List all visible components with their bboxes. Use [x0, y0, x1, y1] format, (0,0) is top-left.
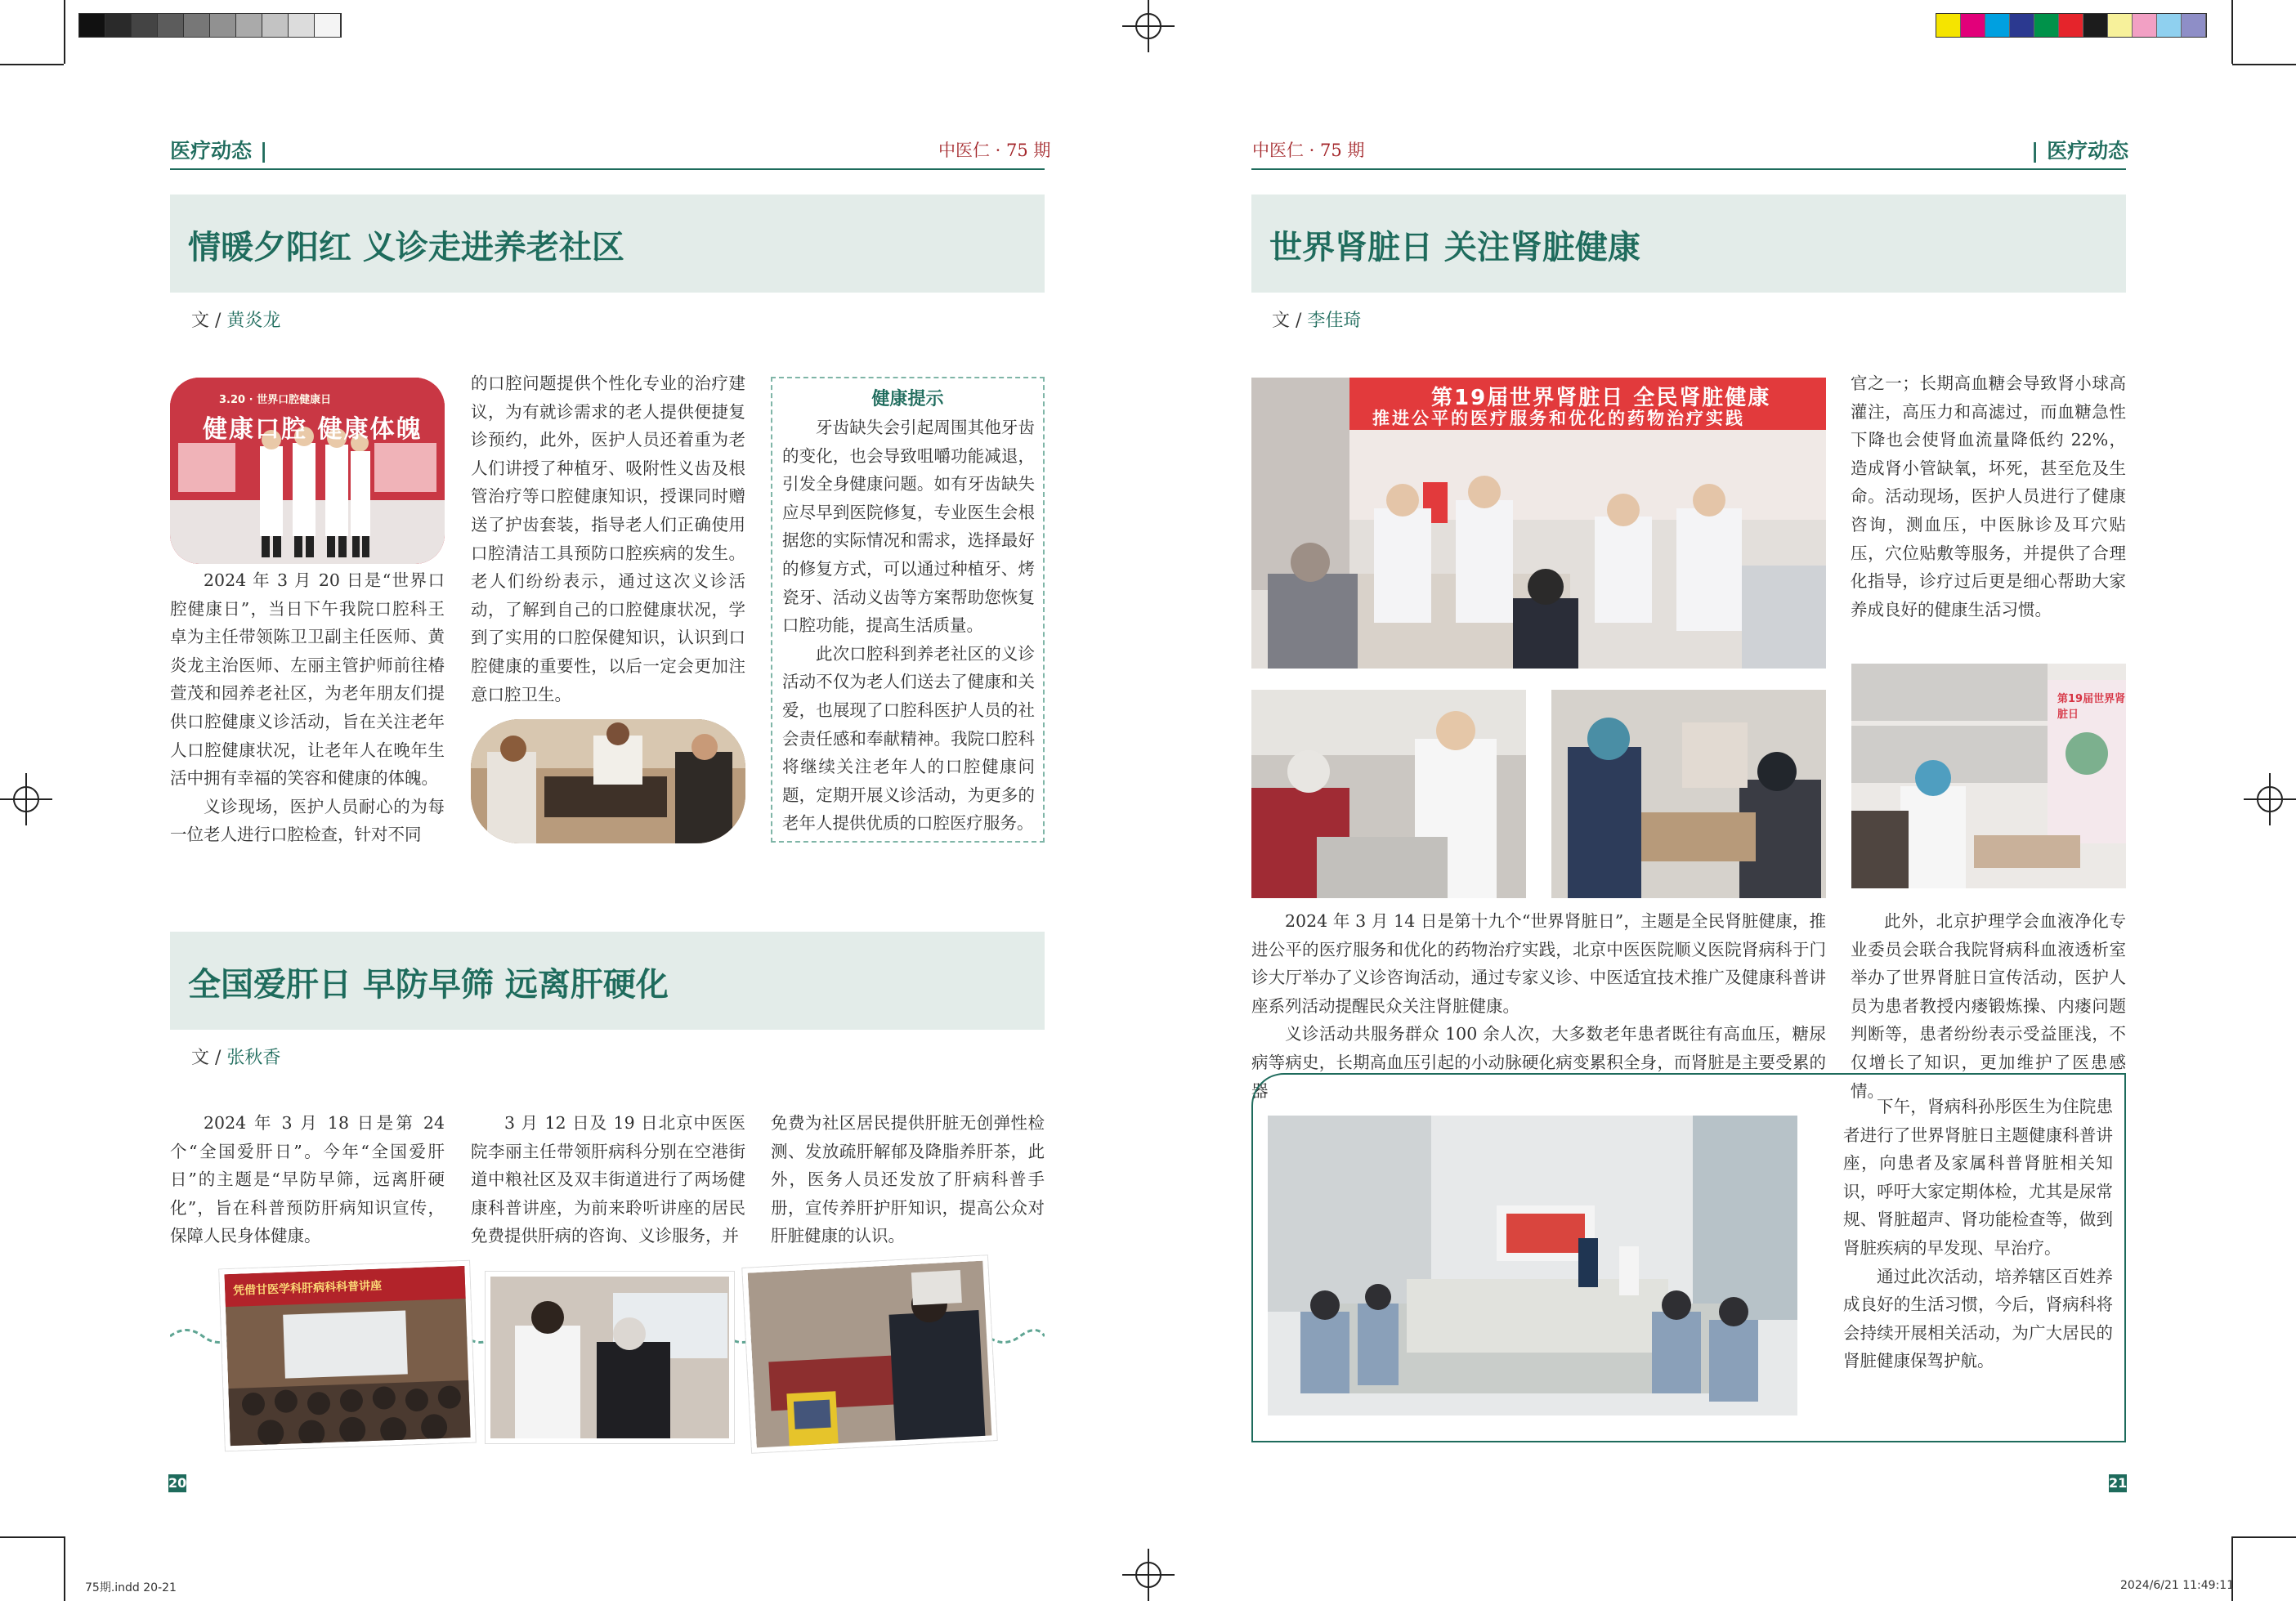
photo-consultation — [1551, 690, 1826, 898]
banner-small-text: 3.20 · 世界口腔健康日 — [219, 394, 332, 406]
header-rule-right — [1251, 168, 2126, 170]
photo-dental-team — [170, 378, 445, 564]
color-swatch — [2157, 14, 2182, 37]
side-banner-text: 第19届世界肾脏日 — [2057, 693, 2126, 721]
article-title-band — [170, 932, 1045, 1030]
banner-line2: 推进公平的医疗服务和优化的药物治疗实践 — [1372, 409, 1745, 428]
gray-step-bar — [78, 13, 342, 38]
health-tips-title: 健康提示 — [871, 388, 944, 409]
lecture-box — [1251, 1073, 2126, 1442]
gray-swatch — [184, 14, 210, 37]
color-swatch — [1985, 14, 2010, 37]
section-label-right: | 医疗动态 — [2031, 139, 2129, 163]
color-swatch — [2182, 14, 2206, 37]
photo-banner-text: 凭借甘医学科肝病科科普讲座 — [232, 1279, 383, 1298]
right-top-col: 官之一；长期高血糖会导致肾小球高灌注，高压力和高滤过，而血糖急性下降也会使肾血流量降低约 22%，造成肾小管缺氧，坏死，甚至危及生命。活动现场，医护人员进行了健康咨询，测血压，中医脉诊及耳穴贴压，穴位贴敷等服务，并提供了合理化指导，诊疗过后更是细心帮助大家养成良好的健康生活习惯。 — [1851, 373, 2126, 619]
article-title-band — [1251, 195, 2126, 293]
gray-swatch — [315, 14, 341, 37]
article2-col2: 3 月 12 日及 19 日北京中医医院李丽主任带领肝病科分别在空港街道中粮社区及双丰街道进行了两场健康科普讲座，为前来聆听讲座的居民免费提供肝病的咨询、义诊服务，并 — [471, 1113, 745, 1246]
photo-kidney-day-event — [1251, 378, 1826, 669]
article1-col2: 的口腔问题提供个性化专业的治疗建议，为有就诊需求的老人提供便捷复诊预约，此外，医护人员还着重为老人们讲授了种植牙、吸附性义齿及根管治疗等口腔健康知识，授课同时赠送了护齿套装，指导老人们正确使用口腔清洁工具预防口腔疾病的发生。老人们纷纷表示，通过这次义诊活动，了解到自己的口腔健康状况，学到了实用的口腔保健知识，认识到口腔健康的重要性，以后一定会更加注意口腔卫生。 — [471, 373, 745, 704]
color-swatch — [2083, 14, 2108, 37]
color-swatch — [2133, 14, 2157, 37]
slug-filename: 75期.indd 20-21 — [85, 1581, 177, 1594]
article2-col3: 免费为社区居民提供肝脏无创弹性检测、发放疏肝解郁及降脂养肝茶，此外，医务人员还发放了肝病科普手册，宣传养肝护肝知识，提高公众对肝脏健康的认识。 — [771, 1113, 1045, 1246]
photo-blood-pressure — [1251, 690, 1526, 898]
article-title-band — [170, 195, 1045, 293]
registration-mark-right — [2244, 773, 2296, 825]
photo-dialysis-room — [1851, 664, 2126, 888]
color-swatch — [2034, 14, 2059, 37]
article1-col1: 2024 年 3 月 20 日是“世界口腔健康日”，当日下午我院口腔科王卓为主任带领陈卫卫副主任医师、黄炎龙主治医师、左丽主管护师前往椿萱茂和园养老社区，为老年朋友们提供口腔健康义诊活动，旨在关注老年人口腔健康状况，让老年人在晚年生活中拥有幸福的笑容和健康的体魄。 义诊现场，医护人员耐心的为每一位老人进行口腔检查，针对不同 — [170, 570, 445, 845]
photo-doctor-consult — [486, 1272, 734, 1443]
photo-elastography — [742, 1255, 996, 1452]
gray-swatch — [262, 14, 289, 37]
photo-lecture-hall — [219, 1261, 476, 1451]
byline: 文 / 张秋香 — [191, 1048, 281, 1068]
byline: 文 / 黄炎龙 — [191, 311, 281, 331]
article-title: 全国爱肝日 早防早筛 远离肝硬化 — [188, 965, 669, 1004]
running-title-left: 中医仁 · 75 期 — [938, 141, 1051, 160]
banner-text: 健康口腔 健康体魄 — [203, 415, 423, 444]
right-mid-col: 此外，北京护理学会血液净化专业委员会联合我院肾病科血液透析室举办了世界肾脏日宣传活动，医护人员为患者教授内瘘锻炼操、内瘘问题判断等，患者纷纷表示受益匪浅，不仅增长了知识，更加维护了医患感情。 — [1851, 911, 2126, 1101]
right-wide-text: 2024 年 3 月 14 日是第十九个“世界肾脏日”，主题是全民肾脏健康，推进公平的医疗服务和优化的药物治疗实践，北京中医医院顺义医院肾病科于门诊大厅举办了义诊咨询活动，通过专家义诊、中医适宜技术推广及健康科普讲座系列活动提醒民众关注肾脏健康。 义诊活动共服务群众 100 余人次，大多数老年患者既往有高血压，糖尿病等病史，长期高血压引起的小动脉硬化病变累积全身，而肾脏是主要受累的器 — [1251, 911, 1826, 1101]
page-number-right: 21 — [2109, 1475, 2128, 1491]
article2-col1: 2024 年 3 月 18 日是第 24 个“全国爱肝日”。今年“全国爱肝日”的主题是“早防早筛，远离肝硬化”，旨在科普预防肝病知识宣传，保障人民身体健康。 — [170, 1113, 445, 1246]
gray-swatch — [210, 14, 236, 37]
registration-mark-left — [0, 773, 52, 825]
slug-timestamp: 2024/6/21 11:49:11 — [2120, 1579, 2235, 1592]
photo-oral-checkup — [471, 719, 745, 843]
banner-line1: 第19届世界肾脏日 全民肾脏健康 — [1431, 386, 1771, 410]
health-tips-text: 牙齿缺失会引起周围其他牙齿的变化，也会导致咀嚼功能减退，引发全身健康问题。如有牙齿缺失应尽早到医院修复，专业医生会根据您的实际情况和需求，选择最好的修复方式，可以通过种植牙、烤瓷牙、活动义齿等方案帮助您恢复口腔功能，提高生活质量。 此次口腔科到养老社区的义诊活动不仅为老人们送去了健康和关爱，也展现了口腔科医护人员的社会责任感和奉献精神。我院口腔科将继续关注老年人的口腔健康问题，定期开展义诊活动，为更多的老年人提供优质的口腔医疗服务。 — [782, 418, 1035, 834]
gray-swatch — [236, 14, 262, 37]
byline: 文 / 李佳琦 — [1272, 311, 1362, 331]
article-title: 情暖夕阳红 义诊走进养老社区 — [188, 228, 624, 266]
registration-mark-top — [1122, 0, 1175, 52]
registration-mark-bottom — [1122, 1549, 1175, 1601]
running-title-right: 中医仁 · 75 期 — [1252, 141, 1365, 160]
gray-swatch — [132, 14, 158, 37]
color-swatch — [1936, 14, 1961, 37]
lecture-text: 下午，肾病科孙彤医生为住院患者进行了世界肾脏日主题健康科普讲座，向患者及家属科普肾脏相关知识，呼吁大家定期体检，尤其是尿常规、肾脏超声、肾功能检查等，做到肾脏疾病的早发现、早治疗。 通过此次活动，培养辖区百姓养成良好的生活习惯，今后，肾病科将会持续开展相关活动，为广大居民的肾脏健康保驾护航。 — [1843, 1097, 2113, 1371]
health-tips-box — [771, 377, 1045, 843]
color-swatch — [1961, 14, 1985, 37]
header-rule-left — [170, 168, 1045, 170]
color-swatch — [2059, 14, 2083, 37]
color-swatch-bar — [1936, 13, 2207, 38]
page-number-left: 20 — [168, 1475, 187, 1491]
gray-swatch — [105, 14, 132, 37]
color-swatch — [2010, 14, 2034, 37]
gray-swatch — [158, 14, 184, 37]
gray-swatch — [289, 14, 315, 37]
section-label-left: 医疗动态 | — [170, 139, 268, 163]
photo-kidney-lecture — [1268, 1116, 1797, 1415]
article-title: 世界肾脏日 关注肾脏健康 — [1269, 228, 1640, 266]
color-swatch — [2108, 14, 2133, 37]
gray-swatch — [79, 14, 105, 37]
